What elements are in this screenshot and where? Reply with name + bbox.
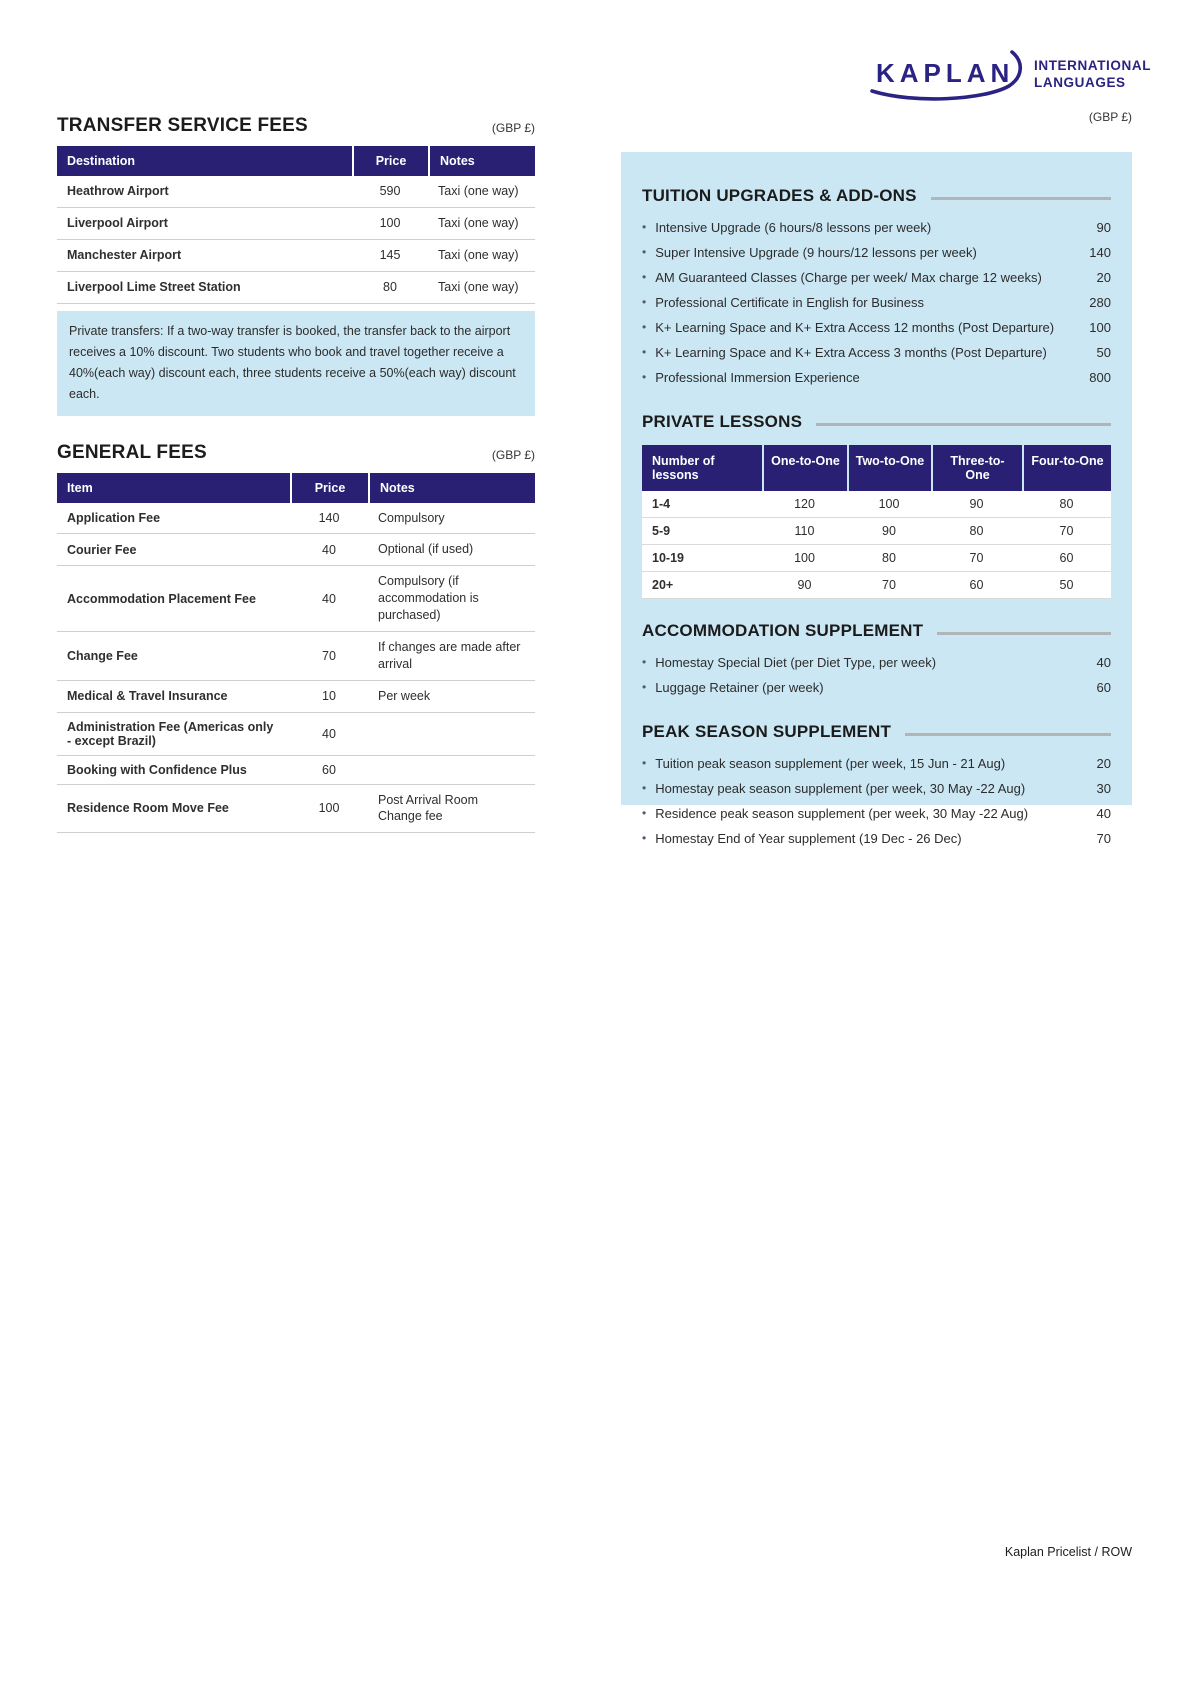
- item-label: Homestay Special Diet (per Diet Type, per week): [655, 655, 937, 670]
- transfer-currency-label: (GBP £): [491, 121, 535, 135]
- row-price: 100: [318, 801, 340, 816]
- pl-header-two: Two-to-One: [847, 445, 931, 491]
- row-label: Medical & Travel Insurance: [67, 689, 228, 704]
- table-row: [642, 518, 1111, 545]
- row-label: Change Fee: [67, 648, 138, 663]
- general-header-price: Price: [290, 473, 368, 503]
- row-note: Compulsory: [378, 510, 445, 525]
- transfer-table-header: [57, 146, 535, 176]
- row-value: 50: [1059, 578, 1074, 592]
- table-row: [57, 681, 535, 713]
- general-table: [57, 473, 535, 834]
- pl-header-lessons: Number of lessons: [652, 454, 715, 482]
- general-currency-label: (GBP £): [491, 447, 535, 462]
- list-item: [642, 801, 1111, 826]
- bullet-icon: •: [642, 781, 647, 795]
- list-item: [642, 315, 1111, 340]
- list-item: [642, 290, 1111, 315]
- table-row: [642, 572, 1111, 599]
- row-label: Application Fee: [67, 510, 161, 525]
- item-label: Tuition peak season supplement (per week, 15 Jun - 21 Aug): [655, 756, 1006, 771]
- table-row: [57, 785, 535, 834]
- item-price: 60: [1096, 680, 1111, 695]
- row-value: 90: [882, 524, 896, 538]
- accommodation-heading-row: [642, 621, 1111, 641]
- row-value: 60: [969, 578, 984, 592]
- row-label: Residence Room Move Fee: [67, 801, 229, 816]
- row-price: 145: [379, 248, 401, 263]
- peak-season-heading-row: [642, 722, 1111, 742]
- table-row: [57, 208, 535, 240]
- bullet-icon: •: [642, 806, 647, 820]
- item-price: 70: [1096, 831, 1111, 846]
- peak-season-title: PEAK SEASON SUPPLEMENT: [642, 722, 892, 741]
- heading-rule: [931, 197, 1111, 200]
- general-header-notes: Notes: [368, 473, 535, 503]
- list-item: [642, 675, 1111, 700]
- bullet-icon: •: [642, 680, 647, 694]
- left-column: [57, 115, 535, 833]
- item-price: 90: [1096, 220, 1111, 235]
- row-value: 120: [794, 497, 815, 511]
- table-row: [642, 491, 1111, 518]
- row-price: 590: [379, 184, 401, 199]
- kaplan-wordmark-icon: [862, 48, 1024, 102]
- row-value: 80: [1059, 497, 1074, 511]
- row-value: 100: [878, 497, 900, 511]
- transfer-title: TRANSFER SERVICE FEES: [57, 115, 308, 136]
- bullet-icon: •: [642, 270, 647, 284]
- item-price: 140: [1089, 245, 1111, 260]
- item-price: 100: [1089, 320, 1111, 335]
- list-item: [642, 340, 1111, 365]
- row-label: Booking with Confidence Plus: [67, 762, 247, 777]
- row-note: [368, 763, 535, 777]
- kaplan-wordmark-text: KAPLAN: [876, 58, 1015, 88]
- row-price: 70: [322, 648, 336, 663]
- bullet-icon: •: [642, 756, 647, 770]
- row-value: 70: [882, 578, 896, 592]
- row-label: Liverpool Lime Street Station: [67, 280, 241, 295]
- row-price: 60: [322, 762, 336, 777]
- kaplan-logo: [862, 48, 1151, 102]
- list-item: [642, 240, 1111, 265]
- currency-label-right: (GBP £): [1088, 110, 1132, 124]
- item-label: Homestay peak season supplement (per week, 30 May -22 Aug): [655, 781, 1026, 796]
- item-price: 40: [1096, 806, 1111, 821]
- table-row: [57, 713, 535, 756]
- transfer-heading-row: [57, 115, 535, 137]
- item-label: Intensive Upgrade (6 hours/8 lessons per week): [655, 220, 932, 235]
- row-label: 1-4: [652, 497, 671, 511]
- row-value: 90: [969, 497, 984, 511]
- row-note: Per week: [378, 688, 431, 703]
- transfer-header-notes: Notes: [428, 146, 535, 176]
- row-price: 100: [379, 216, 401, 231]
- list-item: [642, 751, 1111, 776]
- item-price: 800: [1089, 370, 1111, 385]
- general-title: GENERAL FEES: [57, 441, 207, 463]
- table-row: [57, 756, 535, 785]
- row-value: 90: [797, 578, 812, 592]
- item-price: 280: [1089, 295, 1111, 310]
- row-price: 40: [322, 591, 336, 606]
- logo-caption-line2: LANGUAGES: [1034, 75, 1126, 90]
- table-row: [642, 545, 1111, 572]
- bullet-icon: •: [642, 320, 647, 334]
- bullet-icon: •: [642, 655, 647, 669]
- table-row: [57, 534, 535, 566]
- row-label: Courier Fee: [67, 542, 137, 557]
- transfer-table: [57, 146, 535, 304]
- row-label: Liverpool Airport: [67, 216, 168, 231]
- row-value: 70: [1059, 524, 1074, 538]
- bullet-icon: •: [642, 245, 647, 259]
- private-transfers-note: Private transfers: If a two-way transfer is booked, the transfer back to the airport receives a 10% discount. Two students who book and travel together receive a 40%(each way) discount each, three students receive a 50%(each way) discount each.: [57, 311, 535, 416]
- list-item: [642, 265, 1111, 290]
- row-label: 20+: [652, 578, 674, 592]
- pl-header-one: One-to-One: [762, 445, 847, 491]
- row-label: Heathrow Airport: [67, 184, 169, 199]
- row-label: Accommodation Placement Fee: [67, 591, 256, 606]
- table-row: [57, 176, 535, 208]
- transfer-header-price: Price: [352, 146, 428, 176]
- item-label: Super Intensive Upgrade (9 hours/12 lessons per week): [655, 245, 977, 260]
- table-row: [57, 566, 535, 632]
- row-note: [368, 727, 535, 741]
- list-item: [642, 776, 1111, 801]
- item-label: Residence peak season supplement (per week, 30 May -22 Aug): [655, 806, 1029, 821]
- pl-header-four: Four-to-One: [1022, 445, 1111, 491]
- row-note: Taxi (one way): [438, 279, 519, 294]
- row-label: Manchester Airport: [67, 248, 182, 263]
- table-row: [57, 503, 535, 535]
- item-label: Professional Immersion Experience: [655, 370, 860, 385]
- row-value: 70: [969, 551, 984, 565]
- bullet-icon: •: [642, 831, 647, 845]
- private-lessons-title: PRIVATE LESSONS: [642, 412, 803, 431]
- row-value: 110: [794, 524, 815, 538]
- general-header-item: Item: [67, 480, 93, 495]
- row-value: 80: [882, 551, 896, 565]
- item-label: Professional Certificate in English for Business: [655, 295, 924, 310]
- item-label: Luggage Retainer (per week): [655, 680, 824, 695]
- row-price: 40: [322, 726, 336, 741]
- item-label: Homestay End of Year supplement (19 Dec - 26 Dec): [655, 831, 962, 846]
- bullet-icon: •: [642, 345, 647, 359]
- heading-rule: [905, 733, 1111, 736]
- row-note: Post Arrival Room Change fee: [378, 792, 479, 824]
- row-price: 10: [322, 689, 336, 704]
- private-lessons-table-header: [642, 445, 1111, 491]
- row-value: 100: [794, 551, 815, 565]
- row-label: Administration Fee (Americas only - except Brazil): [67, 719, 274, 748]
- supplements-panel: [621, 152, 1132, 846]
- row-value: 80: [969, 524, 984, 538]
- tuition-heading-row: [642, 186, 1111, 206]
- bullet-icon: •: [642, 295, 647, 309]
- row-price: 140: [318, 510, 340, 525]
- row-label: 10-19: [652, 551, 684, 565]
- item-price: 20: [1096, 270, 1111, 285]
- row-note: Taxi (one way): [438, 184, 519, 198]
- heading-rule: [816, 423, 1111, 426]
- heading-rule: [937, 632, 1111, 635]
- list-item: [642, 650, 1111, 675]
- row-note: If changes are made after arrival: [378, 639, 521, 671]
- row-price: 40: [322, 542, 336, 557]
- item-label: K+ Learning Space and K+ Extra Access 3 months (Post Departure): [655, 345, 1047, 360]
- logo-caption: [1034, 58, 1151, 92]
- general-table-header: [57, 473, 535, 503]
- footer-label: Kaplan Pricelist / ROW: [1004, 1545, 1132, 1559]
- logo-caption-line1: INTERNATIONAL: [1034, 58, 1152, 74]
- list-item: [642, 365, 1111, 390]
- list-item: [642, 826, 1111, 851]
- table-row: [57, 272, 535, 304]
- transfer-header-destination: Destination: [67, 154, 136, 168]
- private-lessons-heading-row: [642, 412, 1111, 432]
- row-note: Optional (if used): [378, 542, 474, 557]
- row-value: 60: [1059, 551, 1074, 565]
- bullet-icon: •: [642, 220, 647, 234]
- item-price: 20: [1096, 756, 1111, 771]
- accommodation-title: ACCOMMODATION SUPPLEMENT: [642, 621, 924, 640]
- general-heading-row: [57, 442, 535, 464]
- private-lessons-table: [642, 445, 1111, 599]
- row-note: Taxi (one way): [438, 247, 519, 262]
- row-note: Taxi (one way): [438, 215, 519, 230]
- item-label: K+ Learning Space and K+ Extra Access 12 months (Post Departure): [655, 320, 1055, 335]
- row-label: 5-9: [652, 524, 671, 538]
- tuition-title: TUITION UPGRADES & ADD-ONS: [642, 186, 917, 205]
- bullet-icon: •: [642, 370, 647, 384]
- row-note: Compulsory (if accommodation is purchased): [378, 574, 479, 622]
- table-row: [57, 632, 535, 681]
- list-item: [642, 215, 1111, 240]
- pl-header-three: Three-to-One: [931, 445, 1022, 491]
- item-price: 40: [1096, 655, 1111, 670]
- item-price: 50: [1096, 345, 1111, 360]
- row-price: 80: [383, 280, 397, 295]
- table-row: [57, 240, 535, 272]
- item-label: AM Guaranteed Classes (Charge per week/ Max charge 12 weeks): [655, 270, 1042, 285]
- item-price: 30: [1096, 781, 1111, 796]
